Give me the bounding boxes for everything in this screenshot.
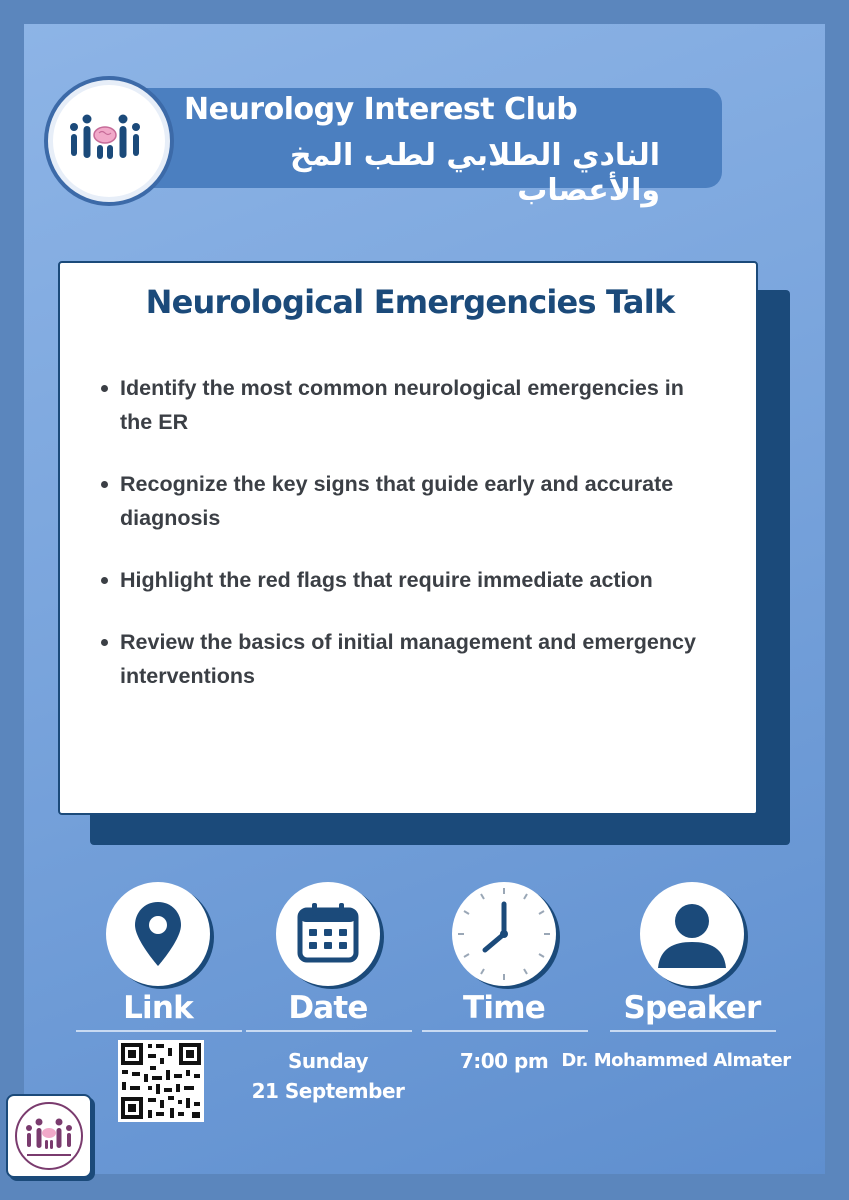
club-name: Neurology Interest Club bbox=[184, 92, 578, 127]
time-divider bbox=[422, 1030, 588, 1032]
corner-logo bbox=[6, 1094, 92, 1178]
objectives-list bbox=[98, 371, 718, 721]
speaker-name: Dr. Mohammed Almater bbox=[561, 1050, 791, 1071]
objective-item: Highlight the red flags that require immediate action bbox=[98, 563, 718, 597]
speaker-label: Speaker bbox=[623, 990, 761, 1026]
person-icon bbox=[640, 882, 744, 986]
date-icon-circle bbox=[276, 882, 380, 986]
link-divider bbox=[76, 1030, 242, 1032]
club-logo-icon bbox=[65, 97, 145, 177]
qr-code[interactable] bbox=[118, 1040, 204, 1122]
objective-item: Identify the most common neurological emergencies in the ER bbox=[98, 371, 718, 439]
location-pin-icon bbox=[106, 882, 210, 986]
talk-title: Neurological Emergencies Talk bbox=[145, 283, 675, 321]
club-name-arabic: النادي الطلابي لطب المخ والأعصاب bbox=[290, 138, 660, 208]
date-date: 21 September bbox=[251, 1079, 405, 1103]
club-logo bbox=[44, 76, 174, 206]
date-label: Date bbox=[288, 990, 368, 1026]
objective-item: Review the basics of initial management and emergency interventions bbox=[98, 625, 718, 693]
time-value: 7:00 pm bbox=[459, 1049, 549, 1073]
time-icon-circle bbox=[452, 882, 556, 986]
qr-code-icon bbox=[118, 1040, 204, 1122]
objective-item: Recognize the key signs that guide early and accurate diagnosis bbox=[98, 467, 718, 535]
time-label: Time bbox=[463, 990, 545, 1026]
club-badge-icon bbox=[13, 1100, 85, 1172]
talk-card bbox=[58, 261, 758, 815]
date-day: Sunday bbox=[287, 1049, 369, 1073]
clock-icon bbox=[452, 882, 556, 986]
calendar-icon bbox=[276, 882, 380, 986]
speaker-icon-circle bbox=[640, 882, 744, 986]
link-label: Link bbox=[123, 990, 193, 1026]
speaker-divider bbox=[610, 1030, 776, 1032]
date-divider bbox=[246, 1030, 412, 1032]
link-icon-circle[interactable] bbox=[106, 882, 210, 986]
